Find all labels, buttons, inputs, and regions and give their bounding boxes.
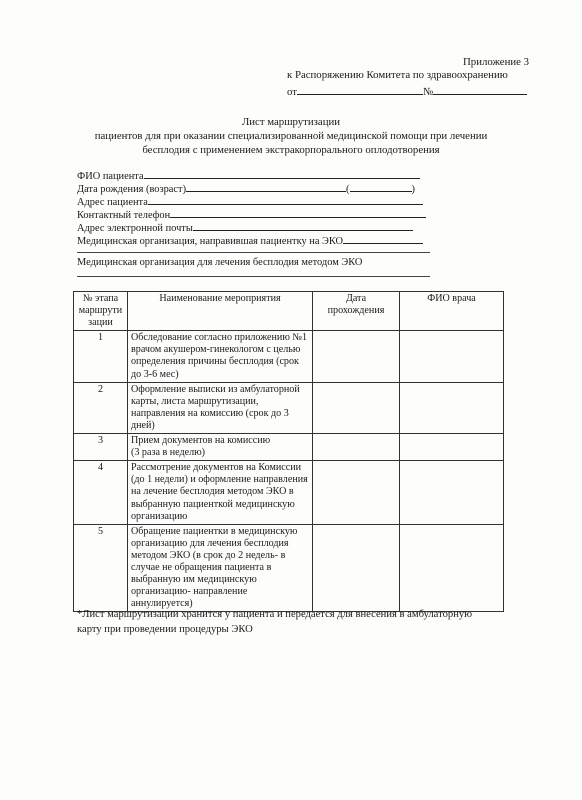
field-fio-blank <box>144 169 420 179</box>
table-row <box>74 524 504 612</box>
header-doctor: ФИО врача <box>400 292 504 331</box>
field-phone <box>77 208 426 221</box>
stage-number: 2 <box>74 382 128 433</box>
field-birth-paren-open: ( <box>346 184 350 195</box>
field-treating-org: Медицинская организация для лечения бесплодия методом ЭКО <box>77 257 363 268</box>
stage-number: 3 <box>74 434 128 461</box>
field-birth <box>77 182 415 195</box>
field-address <box>77 195 423 208</box>
appendix-reference: к Распоряжению Комитета по здравоохранению <box>287 69 508 81</box>
stage-number: 1 <box>74 331 128 382</box>
referring-org-extra-line <box>77 252 430 253</box>
from-label: от <box>287 86 297 98</box>
document-subtitle-1: пациентов для при оказании специализированной медицинской помощи при лечении <box>94 130 488 142</box>
stage-number: 5 <box>74 524 128 612</box>
stage-date-cell <box>313 524 400 612</box>
stage-date-cell <box>313 382 400 433</box>
stage-activity: Обследование согласно приложению №1 врачом акушером-гинекологом с целью определения причины бесплодия (срок до 3-6 мес) <box>128 331 313 382</box>
stage-date-cell <box>313 461 400 524</box>
appendix-number: Приложение 3 <box>463 56 530 68</box>
document-title: Лист маршрутизации <box>241 116 341 128</box>
field-email-label: Адрес электронной почты <box>77 223 193 234</box>
number-blank <box>433 83 527 95</box>
stage-doctor-cell <box>400 434 504 461</box>
header-activity: Наименование мероприятия <box>128 292 313 331</box>
field-email-blank <box>193 221 413 231</box>
stage-doctor-cell <box>400 382 504 433</box>
field-birth-label: Дата рождения (возраст) <box>77 184 187 195</box>
stage-date-cell <box>313 434 400 461</box>
field-age-blank <box>350 182 412 192</box>
field-referring-org-blank <box>343 234 423 244</box>
field-address-label: Адрес пациента <box>77 197 148 208</box>
appendix-date-number-line <box>287 83 527 98</box>
stage-activity: Прием документов на комиссию (3 раза в неделю) <box>128 434 313 461</box>
field-fio-label: ФИО пациента <box>77 171 144 182</box>
table-row <box>74 382 504 433</box>
field-referring-org-label: Медицинская организация, направившая пациентку на ЭКО <box>77 236 344 247</box>
stage-activity: Оформление выписки из амбулаторной карты, листа маршрутизации, направления на комиссию (срок до 3 дней) <box>128 382 313 433</box>
footnote-line-1: *Лист маршрутизации хранится у пациента и передается для внесения в амбулаторную <box>77 609 473 620</box>
stage-activity: Рассмотрение документов на Комиссии (до 1 недели) и оформление направления на лечение бесплодия методом ЭКО в выбранную пациенткой медицинскую организацию <box>128 461 313 524</box>
field-referring-org <box>77 234 423 247</box>
stage-doctor-cell <box>400 524 504 612</box>
table-header-row <box>74 292 504 331</box>
field-phone-label: Контактный телефон <box>77 210 171 221</box>
stage-date-cell <box>313 331 400 382</box>
stage-doctor-cell <box>400 461 504 524</box>
table-row <box>74 434 504 461</box>
number-label: № <box>422 86 434 98</box>
treating-org-line <box>77 276 430 277</box>
header-stage: № этапа маршрути зации <box>74 292 128 331</box>
header-date: Дата прохождения <box>313 292 400 331</box>
field-email <box>77 221 413 234</box>
stage-number: 4 <box>74 461 128 524</box>
date-blank <box>297 83 423 95</box>
routing-table <box>73 291 504 612</box>
field-birth-blank <box>186 182 346 192</box>
footnote-line-2: карту при проведении процедуры ЭКО <box>77 624 253 635</box>
table-row <box>74 461 504 524</box>
field-fio <box>77 169 420 182</box>
stage-activity: Обращение пациентки в медицинскую организацию для лечения бесплодия методом ЭКО (в срок до 2 недель- в случае не обращения пациента в выбранную им медицинскую организацию- направление аннулируется) <box>128 524 313 612</box>
field-phone-blank <box>170 208 426 218</box>
field-address-blank <box>148 195 423 205</box>
stage-doctor-cell <box>400 331 504 382</box>
field-birth-paren-close: ) <box>411 184 415 195</box>
document-subtitle-2: бесплодия с применением экстракорпорального оплодотворения <box>142 144 440 156</box>
table-row <box>74 331 504 382</box>
